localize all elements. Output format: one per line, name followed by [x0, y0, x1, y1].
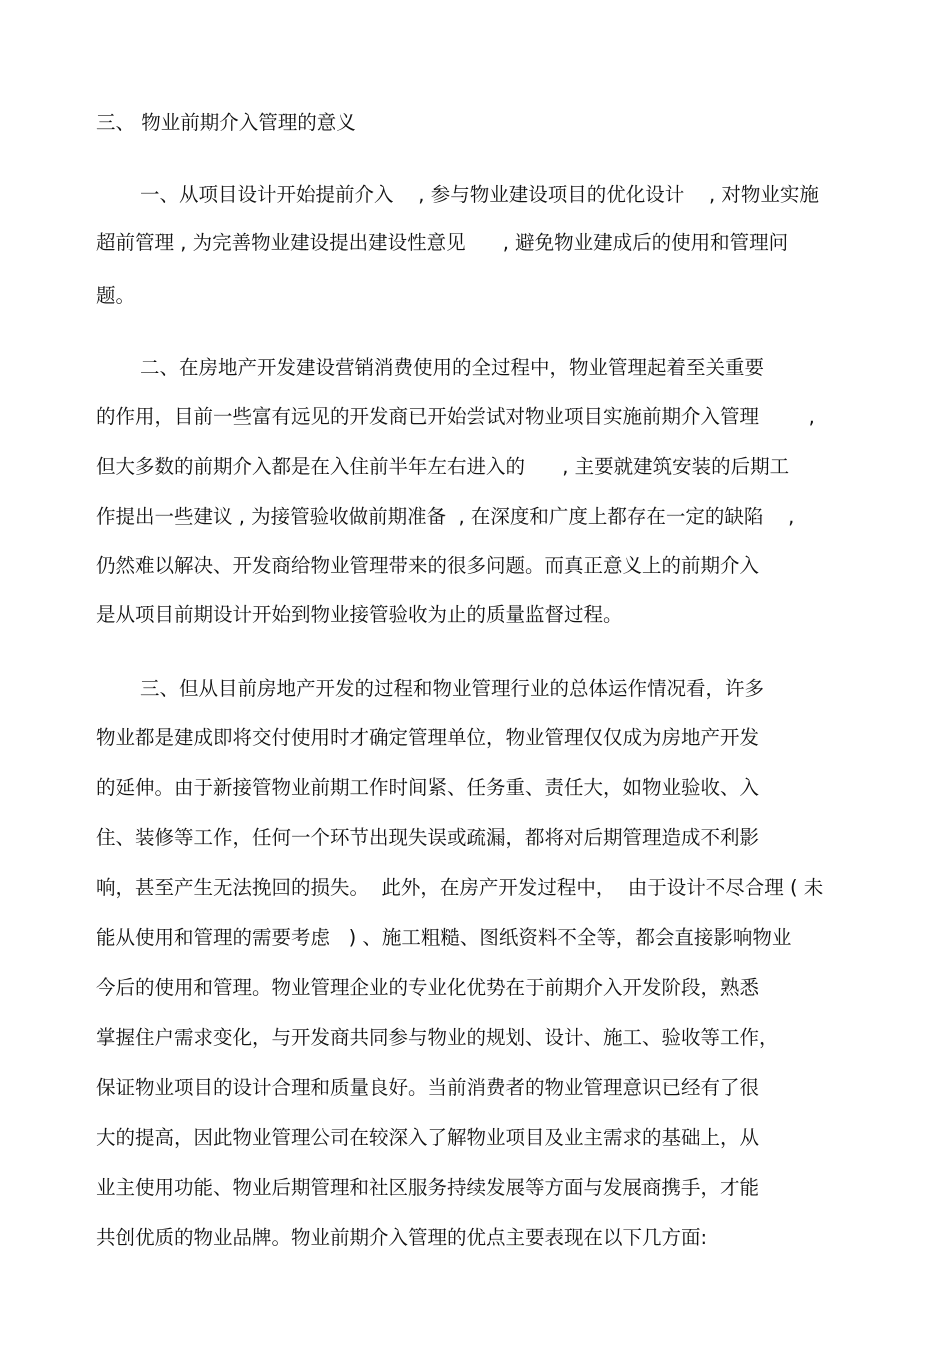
paragraph-3-line-5: 响，甚至产生无法挽回的损失。 此外，在房产开发过程中， 由于设计不尽合理 ( 未: [96, 876, 824, 899]
paragraph-2-line-5: 仍然难以解决、开发商给物业管理带来的很多问题。而真正意义上的前期介入: [96, 554, 760, 577]
paragraph-2-line-6: 是从项目前期设计开始到物业接管验收为止的质量监督过程。: [96, 603, 623, 626]
paragraph-3-line-11: 业主使用功能、物业后期管理和社区服务持续发展等方面与发展商携手，才能: [96, 1176, 760, 1199]
paragraph-2-line-1: 二、在房地产开发建设营销消费使用的全过程中，物业管理起着至关重要: [140, 356, 765, 379]
paragraph-3-line-2: 物业都是建成即将交付使用时才确定管理单位，物业管理仅仅成为房地产开发: [96, 726, 760, 749]
paragraph-3-line-3: 的延伸。由于新接管物业前期工作时间紧、任务重、责任大，如物业验收、入: [96, 776, 760, 799]
paragraph-3-line-4: 住、装修等工作，任何一个环节出现失误或疏漏，都将对后期管理造成不利影: [96, 826, 760, 849]
paragraph-3-line-6: 能从使用和管理的需要考虑 ) 、施工粗糙、图纸资料不全等，都会直接影响物业: [96, 926, 792, 949]
paragraph-2-line-2: 的作用，目前一些富有远见的开发商已开始尝试对物业项目实施前期介入管理 ,: [96, 405, 815, 428]
paragraph-3-line-10: 大的提高，因此物业管理公司在较深入了解物业项目及业主需求的基础上，从: [96, 1126, 760, 1149]
paragraph-1-line-1: 一、从项目设计开始提前介入 , 参与物业建设项目的优化设计 , 对物业实施: [140, 183, 819, 206]
paragraph-1-line-3: 题。: [96, 284, 136, 307]
section-heading: 三、 物业前期介入管理的意义: [96, 111, 356, 134]
paragraph-3-line-12: 共创优质的物业品牌。物业前期介入管理的优点主要表现在以下几方面:: [96, 1226, 708, 1249]
paragraph-3-line-7: 今后的使用和管理。物业管理企业的专业化优势在于前期介入开发阶段，熟悉: [96, 976, 760, 999]
paragraph-3-line-9: 保证物业项目的设计合理和质量良好。当前消费者的物业管理意识已经有了很: [96, 1076, 760, 1099]
paragraph-3-line-1: 三、但从目前房地产开发的过程和物业管理行业的总体运作情况看，许多: [140, 677, 765, 700]
paragraph-3-line-8: 掌握住户需求变化，与开发商共同参与物业的规划、设计、施工、验收等工作，: [96, 1026, 779, 1049]
paragraph-1-line-2: 超前管理 , 为完善物业建设提出建设性意见 , 避免物业建成后的使用和管理问: [96, 231, 789, 254]
paragraph-2-line-3: 但大多数的前期介入都是在入住前半年左右进入的 , 主要就建筑安装的后期工: [96, 455, 790, 478]
paragraph-2-line-4: 作提出一些建议 , 为接管验收做前期准备 , 在深度和广度上都存在一定的缺陷 ,: [96, 505, 795, 528]
